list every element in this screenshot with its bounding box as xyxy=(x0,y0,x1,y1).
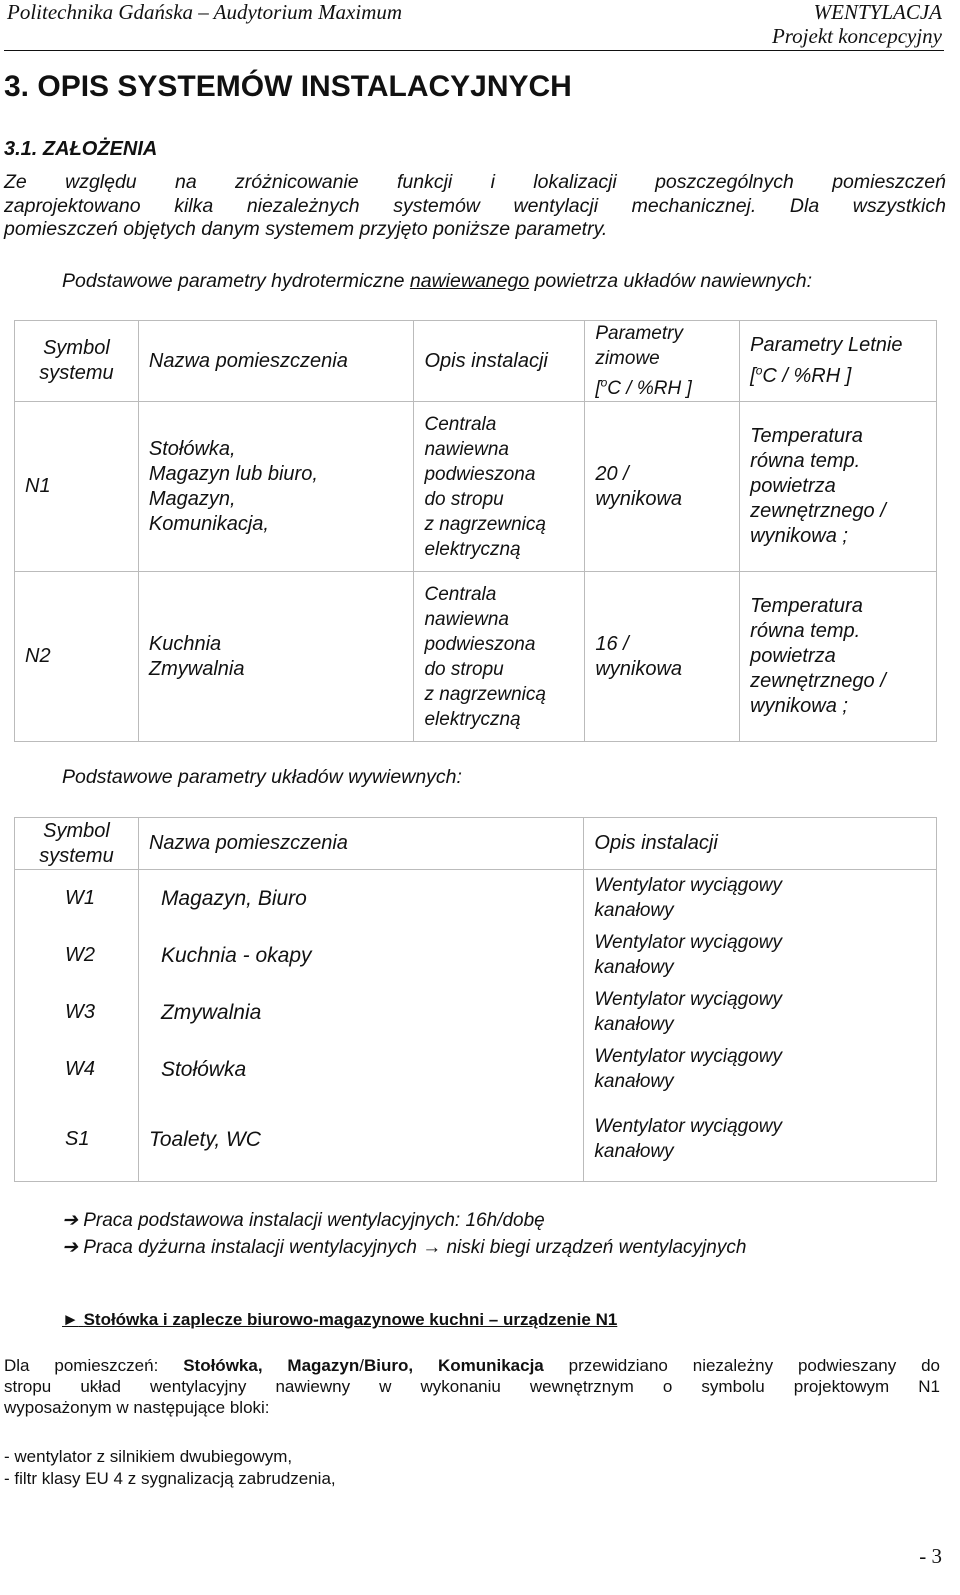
winter-line: 16 / xyxy=(595,632,629,655)
desc-line: nawiewna xyxy=(424,438,509,460)
intro-line: pomieszczeń objętych danym systemem przyjęto poniższe parametry. xyxy=(4,218,608,240)
desc-line: Wentylator wyciągowy xyxy=(594,989,783,1010)
long-arrow-icon: → xyxy=(422,1237,442,1258)
room-line: Magazyn lub biuro, xyxy=(148,462,318,485)
component-list xyxy=(4,1446,336,1490)
intro-line: zaprojektowano kilka niezależnych systemów wentylacji mechanicznej. Dla wszystkich xyxy=(4,194,946,217)
row-room: Stołówka xyxy=(160,1057,247,1081)
text-span: / xyxy=(359,1356,364,1375)
th-winter-l3 xyxy=(595,371,739,401)
triangle-right-icon: ► xyxy=(62,1310,79,1329)
table-row xyxy=(15,870,937,927)
th-symbol: Symbol systemu xyxy=(15,818,139,870)
summer-line: zewnętrznego / xyxy=(750,500,886,523)
desc-line: z nagrzewnicą xyxy=(424,683,546,705)
row-symbol: W4 xyxy=(15,1041,139,1098)
row-desc xyxy=(584,1041,937,1098)
winter-line: 20 / xyxy=(595,462,629,485)
table-row xyxy=(15,1041,937,1098)
desc-line: Wentylator wyciągowy xyxy=(594,932,783,953)
list-item: - filtr klasy EU 4 z sygnalizacją zabrudzenia, xyxy=(4,1469,336,1488)
table-row xyxy=(15,1098,937,1182)
summer-line: równa temp. xyxy=(750,450,861,473)
intro-line: Ze względu na zróżnicowanie funkcji i lokalizacji poszczególnych pomieszczeń xyxy=(4,171,946,193)
row-room: Zmywalnia xyxy=(160,1000,262,1024)
desc-line: elektryczną xyxy=(424,708,521,730)
table-row xyxy=(15,402,937,572)
row-winter xyxy=(585,402,740,572)
th-winter-l2: zimowe xyxy=(595,348,660,369)
chapter-title: 3. OPIS SYSTEMÓW INSTALACYJNYCH xyxy=(4,70,572,103)
arrow-right-icon: ➔ xyxy=(62,1237,78,1258)
desc-line: z nagrzewnicą xyxy=(424,513,546,535)
list-item: - wentylator z silnikiem dwubiegowym, xyxy=(4,1447,293,1466)
supply-table xyxy=(14,320,937,742)
header-right-line1: WENTYLACJA xyxy=(813,0,942,24)
table-row xyxy=(15,927,937,984)
room-line: Komunikacja, xyxy=(148,512,269,535)
text-span: Dla pomieszczeń: xyxy=(4,1356,184,1375)
row-symbol: N2 xyxy=(15,572,139,742)
th-summer-l2 xyxy=(750,358,936,389)
row-symbol: W2 xyxy=(15,927,139,984)
exhaust-table xyxy=(14,817,937,1182)
bullet-text: Praca podstawowa instalacji wentylacyjnych: 16h/dobę xyxy=(83,1210,545,1231)
desc-line: kanałowy xyxy=(594,900,674,922)
th-room: Nazwa pomieszczenia xyxy=(138,321,414,402)
row-rooms xyxy=(138,402,414,572)
row-winter xyxy=(585,572,740,742)
supply-caption-post: powietrza układów nawiewnych: xyxy=(529,270,813,292)
room-line: Zmywalnia xyxy=(148,657,245,680)
th-desc: Opis instalacji xyxy=(584,818,937,870)
room-line: Magazyn, xyxy=(148,487,236,510)
row-symbol: N1 xyxy=(15,402,139,572)
row-symbol: W1 xyxy=(15,870,139,927)
section2-title-text: Stołówka i zaplecze biurowo-magazynowe kuchni – urządzenie N1 xyxy=(83,1310,618,1329)
th-winter xyxy=(585,321,740,402)
desc-line: podwieszona xyxy=(424,633,536,655)
body-line xyxy=(4,1355,940,1376)
degree-mark: o xyxy=(600,376,608,390)
desc-line: do stropu xyxy=(424,488,504,510)
bullet-text: Praca dyżurna instalacji wentylacyjnych xyxy=(83,1237,417,1258)
supply-table-header xyxy=(15,321,937,402)
header-left: Politechnika Gdańska – Audytorium Maximum xyxy=(7,0,403,24)
row-summer xyxy=(740,402,937,572)
arrow-right-icon: ➔ xyxy=(62,1210,78,1231)
desc-line: kanałowy xyxy=(594,1014,674,1035)
row-desc xyxy=(584,984,937,1041)
header-divider xyxy=(4,50,944,51)
desc-line: Wentylator wyciągowy xyxy=(594,1116,783,1138)
row-rooms xyxy=(138,572,414,742)
room-line: Kuchnia xyxy=(148,632,222,655)
table-row xyxy=(15,572,937,742)
supply-caption xyxy=(62,270,812,293)
text-span: przewidziano niezależny podwieszany do xyxy=(543,1356,941,1375)
desc-line: kanałowy xyxy=(594,957,674,978)
row-symbol: W3 xyxy=(15,984,139,1041)
row-room: Kuchnia - okapy xyxy=(160,943,312,967)
table-row xyxy=(15,984,937,1041)
summer-line: równa temp. xyxy=(750,620,861,643)
desc-line: Wentylator wyciągowy xyxy=(594,1046,783,1067)
row-room: Magazyn, Biuro xyxy=(160,886,307,910)
page-number: - 3 xyxy=(919,1544,942,1568)
summer-line: powietrza xyxy=(750,475,836,498)
desc-line: kanałowy xyxy=(594,1071,674,1092)
bold-span: Biuro, Komunikacja xyxy=(363,1356,544,1375)
room-line: Stołówka, xyxy=(148,437,236,460)
th-room: Nazwa pomieszczenia xyxy=(138,818,583,870)
header-right xyxy=(772,0,942,48)
supply-caption-pre: Podstawowe parametry hydrotermiczne xyxy=(62,270,410,292)
degree-mark: o xyxy=(755,363,763,378)
row-desc xyxy=(414,402,585,572)
th-desc: Opis instalacji xyxy=(414,321,585,402)
th-summer xyxy=(740,321,937,402)
section2-title xyxy=(62,1310,617,1330)
winter-line: wynikowa xyxy=(595,657,683,680)
row-desc xyxy=(584,1098,937,1182)
th-symbol-label: Symbol systemu xyxy=(39,337,114,385)
winter-line: wynikowa xyxy=(595,487,683,510)
summer-line: wynikowa ; xyxy=(750,525,848,548)
body-line: wyposażonym w następujące bloki: xyxy=(4,1398,270,1417)
bold-span: Stołówka, Magazyn xyxy=(183,1356,360,1375)
desc-line: Wentylator wyciągowy xyxy=(594,875,783,897)
summer-line: wynikowa ; xyxy=(750,695,848,718)
th-winter-l1: Parametry xyxy=(595,323,683,344)
exhaust-table-header xyxy=(15,818,937,870)
body-paragraph xyxy=(4,1355,940,1418)
th-symbol xyxy=(15,321,139,402)
desc-line: elektryczną xyxy=(424,538,521,560)
desc-line: Centrala xyxy=(424,413,497,435)
supply-caption-underlined: nawiewanego xyxy=(409,270,530,292)
desc-line: Centrala xyxy=(424,583,497,605)
intro-paragraph xyxy=(4,171,946,242)
bullet-standby-operation xyxy=(62,1236,746,1259)
exhaust-caption: Podstawowe parametry układów wywiewnych: xyxy=(62,766,462,788)
row-desc xyxy=(584,870,937,927)
row-symbol: S1 xyxy=(15,1098,139,1182)
header-right-line2: Projekt koncepcyjny xyxy=(771,24,942,48)
body-line: stropu układ wentylacyjny nawiewny w wykonaniu wewnętrznym o symbolu projektowym N1 xyxy=(4,1377,940,1396)
th-summer-l2-text: [$^o$C / %RH ] xyxy=(750,363,852,387)
bullet-base-operation xyxy=(62,1209,545,1232)
th-summer-l1: Parametry Letnie xyxy=(750,334,903,357)
row-summer xyxy=(740,572,937,742)
th-winter-l3-text: [$^o$C / %RH ] xyxy=(595,376,692,400)
row-desc xyxy=(584,927,937,984)
summer-line: Temperatura xyxy=(750,425,863,448)
desc-line: kanałowy xyxy=(594,1141,674,1163)
summer-line: zewnętrznego / xyxy=(750,670,886,693)
desc-line: nawiewna xyxy=(424,608,509,630)
summer-line: powietrza xyxy=(750,645,836,668)
desc-line: do stropu xyxy=(424,658,504,680)
bullet-text: niski biegi urządzeń wentylacyjnych xyxy=(446,1237,747,1258)
section-title: 3.1. ZAŁOŻENIA xyxy=(4,138,158,160)
summer-line: Temperatura xyxy=(750,595,863,618)
desc-line: podwieszona xyxy=(424,463,536,485)
row-desc xyxy=(414,572,585,742)
row-room: Toalety, WC xyxy=(138,1098,583,1182)
